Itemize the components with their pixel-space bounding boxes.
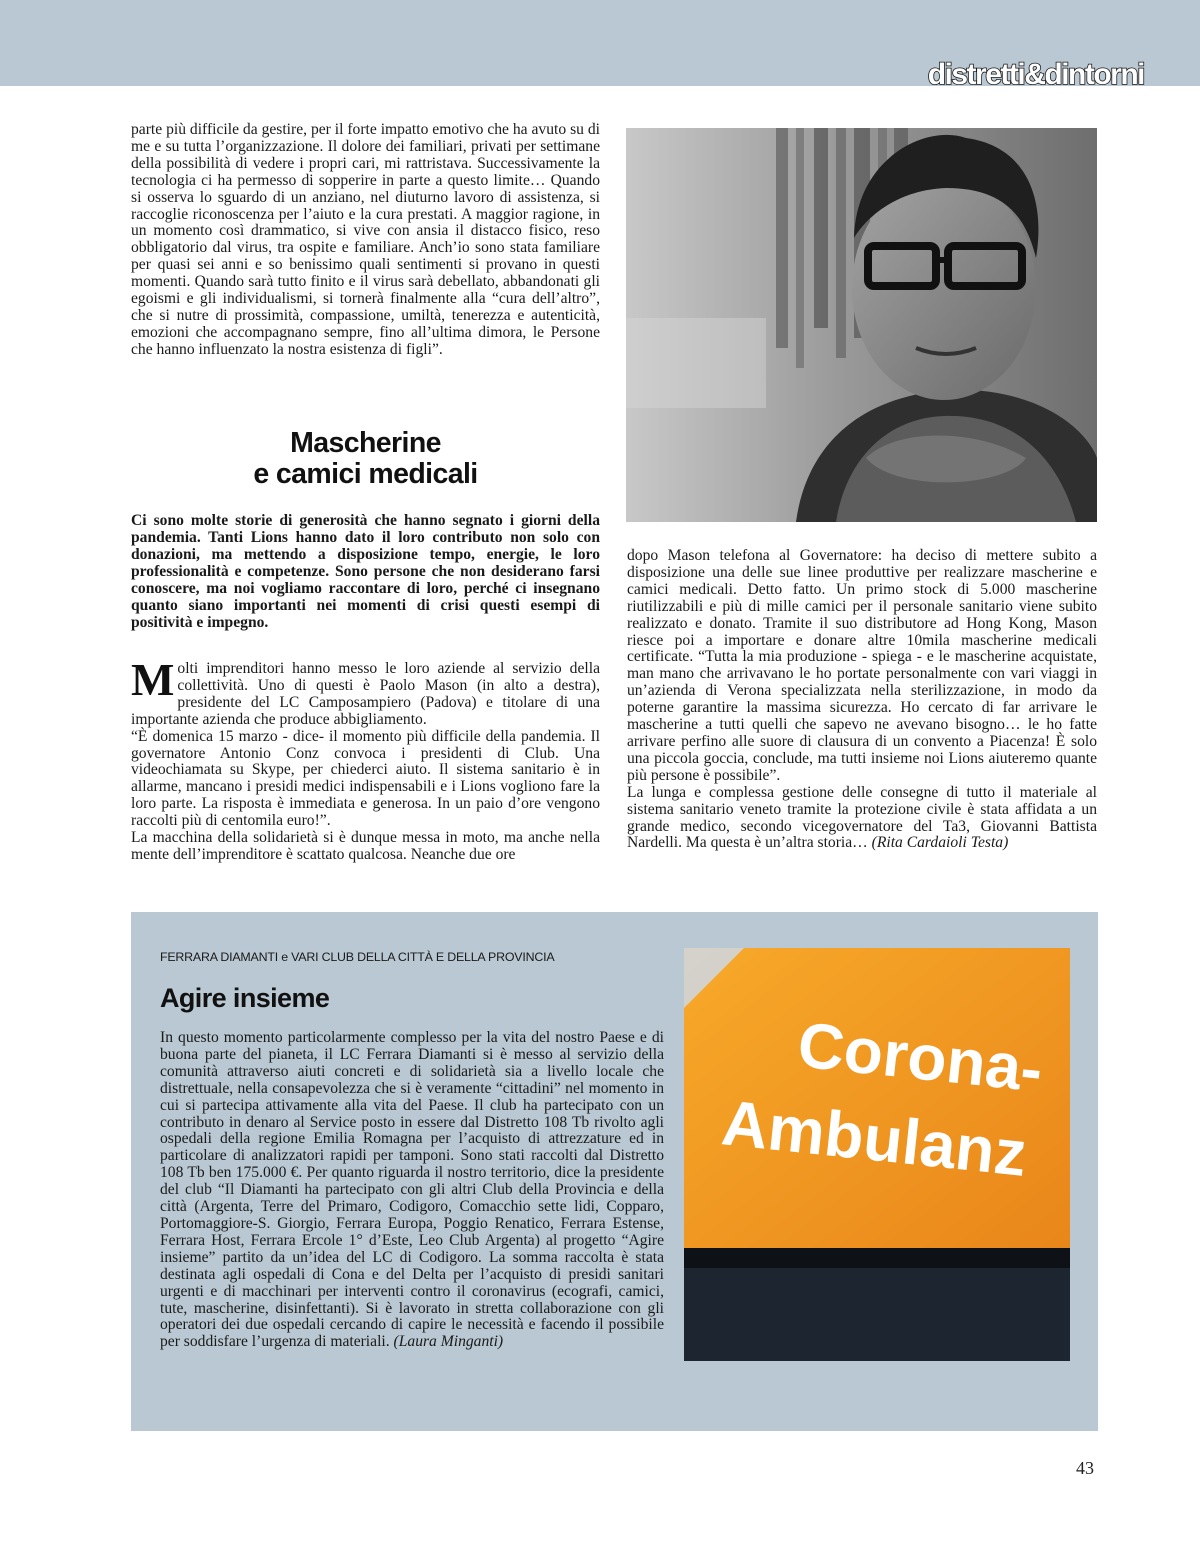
box-text — [160, 1030, 664, 1351]
box-paragraph — [160, 1030, 664, 1351]
article-body-right — [627, 548, 1097, 852]
drop-cap: M — [131, 654, 175, 705]
author-credit: (Rita Cardaioli Testa) — [871, 834, 1009, 852]
page-number: 43 — [1076, 1458, 1094, 1478]
body-paragraph-2: “È domenica 15 marzo - dice- il momento più difficile della pandemia. Il governatore Antonio Conz convoca i presidenti di Club. Una videochiamata su Skype, per chiederci aiuto. Il sistema sanitario è in allarme, mancano i presidi medici indispensabili e i Lions vogliono fare la loro parte. La risposta è immediata e generosa. In un paio d’ore vengono raccolti più di centomila euro!”. — [131, 727, 600, 830]
right-paragraph-2 — [627, 785, 1097, 853]
article-headline — [131, 428, 600, 490]
headline-line-1: Mascherine — [290, 427, 441, 459]
right-paragraph-2-text: La lunga e complessa gestione delle consegne di tutto il materiale al sistema sanitario veneto tramite la protezione civile è stata affidata a un grande medico, secondo vicegovernatore del Ta3, Giovanni Battista Nardelli. Ma questa è un’altra storia… — [627, 783, 1097, 852]
sign-illustration — [684, 948, 1070, 1361]
body-paragraph-1 — [131, 654, 600, 729]
box-paragraph-text: In questo momento particolarmente complesso per la vita del nostro Paese e di buona parte del pianeta, il LC Ferrara Diamanti si è messo al servizio della comunità attraverso aiuti concreti e di solidarietà sia a livello locale che distrettuale, nella consapevolezza che si è veramente “cittadini” nel momento in cui si partecipa attivamente alla vita del Paese. Il club ha partecipato con un contributo in denaro al Service posto in essere dal Distretto 108 Tb rivolto agli ospedali della regione Emilia Romagna per l’acquisto di attrezzature ed in particolare di analizzatori rapidi per tamponi. Sono stati raccolti dal Distretto 108 Tb ben 175.000 €. Per quanto riguarda il nostro territorio, dice la presidente del club “Il Diamanti ha partecipato con gli altri Club della Provincia e della città (Argenta, Terre del Primaro, Codigoro, Comacchio sette lidi, Copparo, Portomaggiore-S. Giorgio, Ferrara Europa, Poggio Renatico, Ferrara Estense, Ferrara Host, Ferrara Ercole 1° d’Este, Leo Club Argenta) al progetto “Agire insieme” partito da un’idea del LC di Codigoro. La somma raccolta è stata destinata agli ospedali di Cona e del Delta per l’acquisto di presidi sanitari urgenti e di macchinari per interventi contro il coronavirus (ecografi, camici, tute, mascherine, disinfettanti). Si è lavorato in stretta collaborazione con gli operatori dei due ospedali cercando di capire le necessità e facendo il possibile per soddisfare l’urgenza di materiali. — [160, 1029, 664, 1351]
box-credit: (Laura Minganti) — [393, 1333, 504, 1351]
body-paragraph-1-text: olti imprenditori hanno messo le loro aziende al servizio della collettività. Uno di questi è Paolo Mason (in alto a destra), presidente del LC Camposampiero (Padova) e titolare di una importante azienda che produce abbigliamento. — [131, 660, 600, 728]
portrait-photo — [626, 128, 1097, 522]
sign-text-line-2: Ambulanz — [718, 1086, 1031, 1190]
section-title: distretti&dintorni — [927, 58, 1144, 91]
intro-paragraph: parte più difficile da gestire, per il forte impatto emotivo che ha avuto su di me e su tutta l’organizzazione. Il dolore dei familiari, privati per settimane della possibilità di vedere i propri cari, mi rattristava. Successivamente la tecnologia ci ha permesso di sopperire in parte a questo limite… Quando si osserva lo sguardo di un anziano, nel diuturno lavoro di assistenza, si raccoglie riconoscenza per l’aiuto e la cura prestati. A maggior ragione, in un momento così drammatico, si vive con ansia il distacco fisico, reso obbligatorio dal virus, tra ospite e familiare. Anch’io sono stata familiare per quasi sei anni e so benissimo quali sentimenti si provano in questi momenti. Quando sarà tutto finito e il virus sarà debellato, abbandonati gli egoismi e gli individualismi, si tornerà finalmente alla “cura dell’altro”, che si nutre di prossimità, compassione, umiltà, tenerezza e autenticità, emozioni che accompagnano sempre, fino all’ultima dimora, le Persone che hanno influenzato la nostra esistenza di figli”. — [131, 121, 600, 358]
box-kicker: FERRARA DIAMANTI e VARI CLUB DELLA CITTÀ E DELLA PROVINCIA — [160, 950, 555, 964]
box-title: Agire insieme — [160, 983, 330, 1013]
headline-line-2: e camici medicali — [253, 458, 478, 490]
intro-text — [131, 122, 600, 359]
article-lead: Ci sono molte storie di generosità che hanno segnato i giorni della pandemia. Tanti Lions hanno dato il loro contributo non solo con donazioni, ma mettendo a disposizione tempo, energie, le loro professionalità e competenze. Sono persone che non desiderano farsi conoscere, ma noi vogliamo raccontare di loro, perché ci insegnano quanto siano importanti nei momenti di crisi questi esempi di positività e impegno. — [131, 512, 600, 631]
corona-ambulanz-sign-photo — [684, 948, 1070, 1361]
article-body-left — [131, 654, 600, 864]
body-paragraph-3: La macchina della solidarietà si è dunque messa in moto, ma anche nella mente dell’imprenditore è scattato qualcosa. Neanche due ore — [131, 829, 600, 863]
right-paragraph-1: dopo Mason telefona al Governatore: ha deciso di mettere subito a disposizione una delle sue linee produttive per realizzare mascherine e camici medicali. Detto fatto. Un primo stock di 5.000 mascherine riutilizzabili e più di mille camici per il personale sanitario viene subito realizzato e donato. Tramite il suo distributore ad Hong Kong, Mason riesce poi a importare e donare altre 10mila mascherine medicali certificate. “Tutta la mia produzione - spiega - e le mascherine acquistate, man mano che arrivavano le ho portate personalmente con vari viaggi in un’azienda di Verona specializzata nella sterilizzazione, in modo da poterne garantire la massima sicurezza. Ho cercato di far arrivare le mascherine a tutti quelli che sapevo ne avevano bisogno… le ho fatte arrivare perfino alle suore di clausura di un convento a Piacenza! È solo una piccola goccia, conclude, ma tutti insieme noi Lions aiuteremo quante più persone è possibile”. — [627, 547, 1097, 784]
portrait-illustration — [626, 128, 1097, 522]
sign-text-line-1: Corona- — [794, 1008, 1047, 1106]
